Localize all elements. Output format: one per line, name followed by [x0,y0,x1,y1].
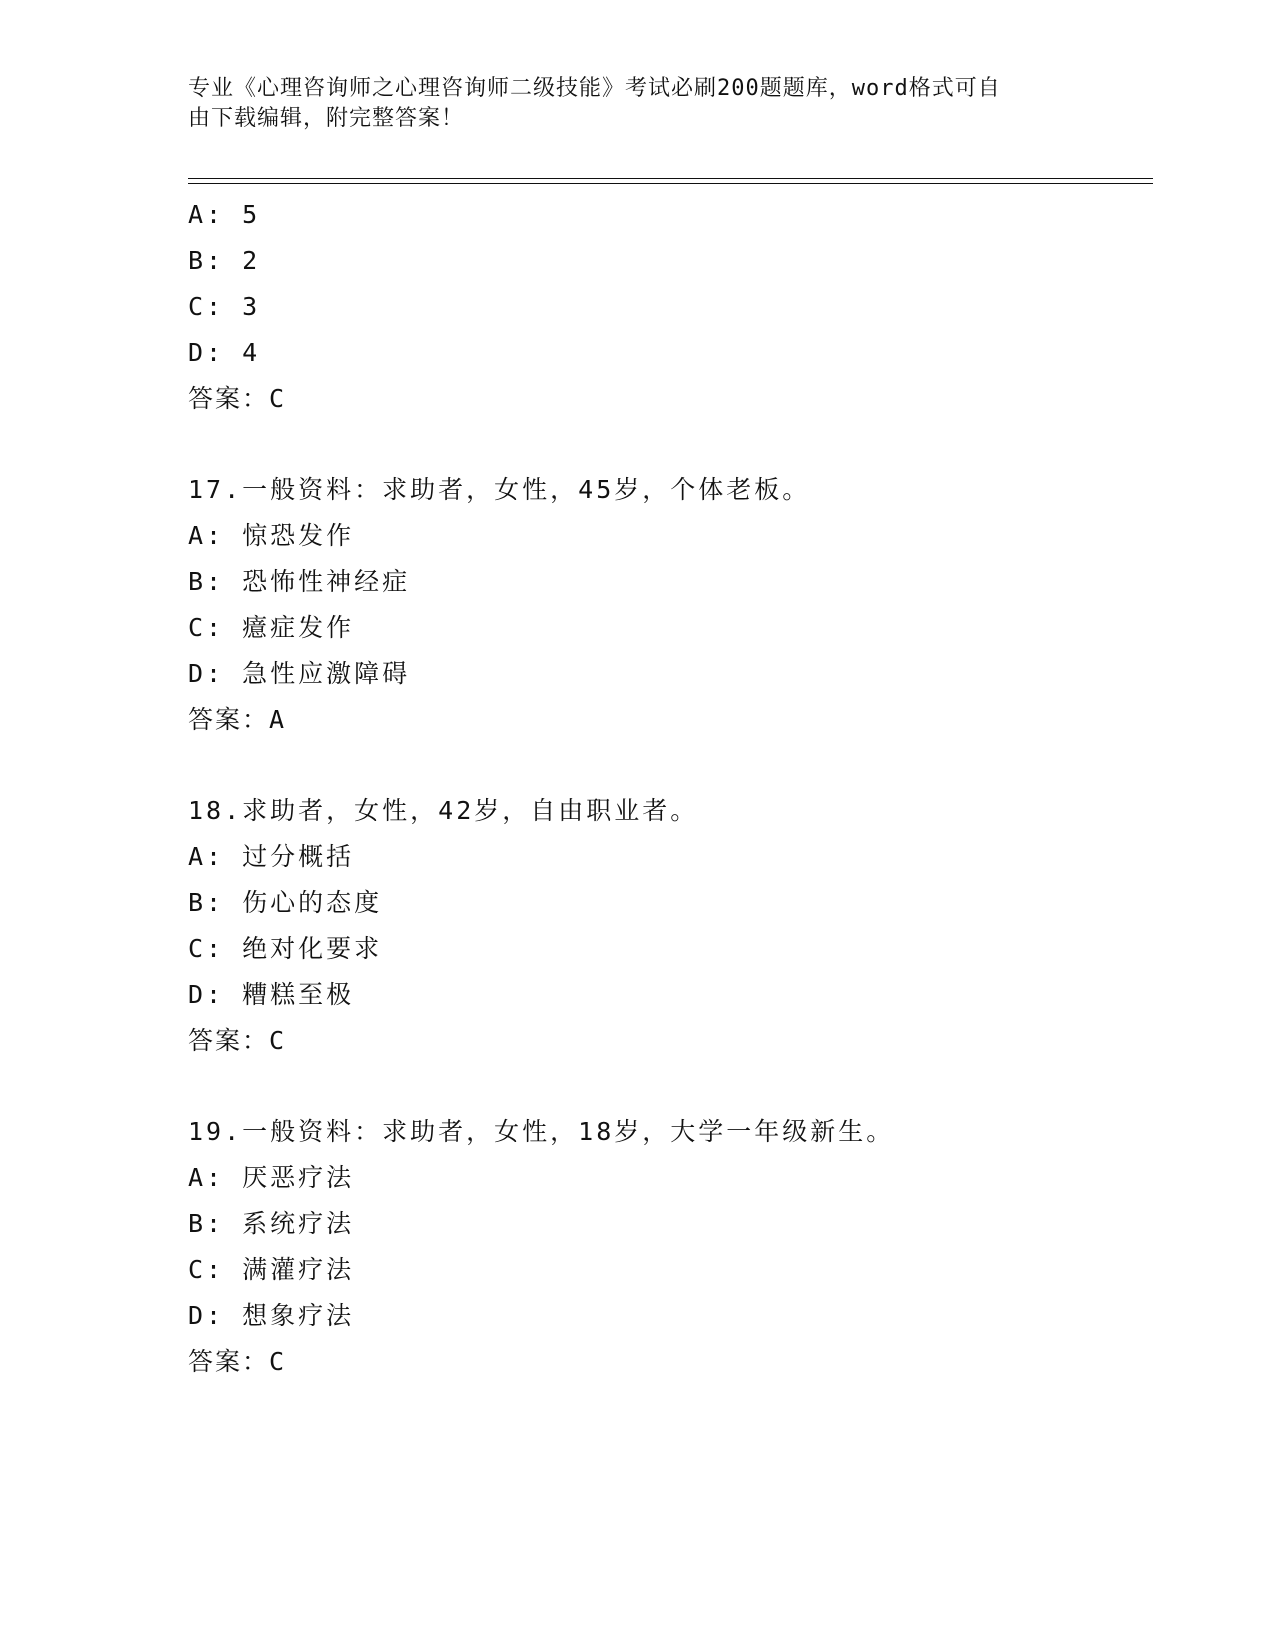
answer-line: 答案：C [188,1026,287,1055]
answer-line: 答案：C [188,384,287,413]
document-header [188,74,1068,134]
option-c: C: 满灌疗法 [188,1255,355,1284]
option-c: C: 绝对化要求 [188,934,383,963]
option-a: A: 过分概括 [188,842,355,871]
option-d: D: 急性应激障碍 [188,659,411,688]
option-d: D: 糟糕至极 [188,980,355,1009]
spacer [188,1064,1153,1109]
header-divider-bottom [188,183,1153,184]
option-d: D: 4 [188,338,261,367]
answer-line: 答案：C [188,1347,287,1376]
option-a: A: 惊恐发作 [188,521,355,550]
answer-line: 答案：A [188,705,287,734]
option-a: A: 厌恶疗法 [188,1163,355,1192]
question-block-18 [188,788,1153,1064]
header-divider-top [188,178,1153,179]
header-line-2: 由下载编辑，附完整答案！ [188,106,465,131]
option-c: C: 癔症发作 [188,613,355,642]
option-d: D: 想象疗法 [188,1301,355,1330]
header-line-1: 专业《心理咨询师之心理咨询师二级技能》考试必刷200题题库，word格式可自 [188,76,1001,101]
spacer [188,422,1153,467]
option-b: B: 恐怖性神经症 [188,567,411,596]
question-list [188,192,1153,1385]
option-a: A: 5 [188,200,261,229]
question-stem: 18.求助者，女性，42岁，自由职业者。 [188,796,699,825]
option-b: B: 系统疗法 [188,1209,355,1238]
question-stem: 17.一般资料：求助者，女性，45岁，个体老板。 [188,475,811,504]
question-stem: 19.一般资料：求助者，女性，18岁，大学一年级新生。 [188,1117,895,1146]
question-block-16 [188,192,1153,422]
spacer [188,743,1153,788]
option-c: C: 3 [188,292,261,321]
option-b: B: 伤心的态度 [188,888,383,917]
question-block-19 [188,1109,1153,1385]
option-b: B: 2 [188,246,261,275]
question-block-17 [188,467,1153,743]
